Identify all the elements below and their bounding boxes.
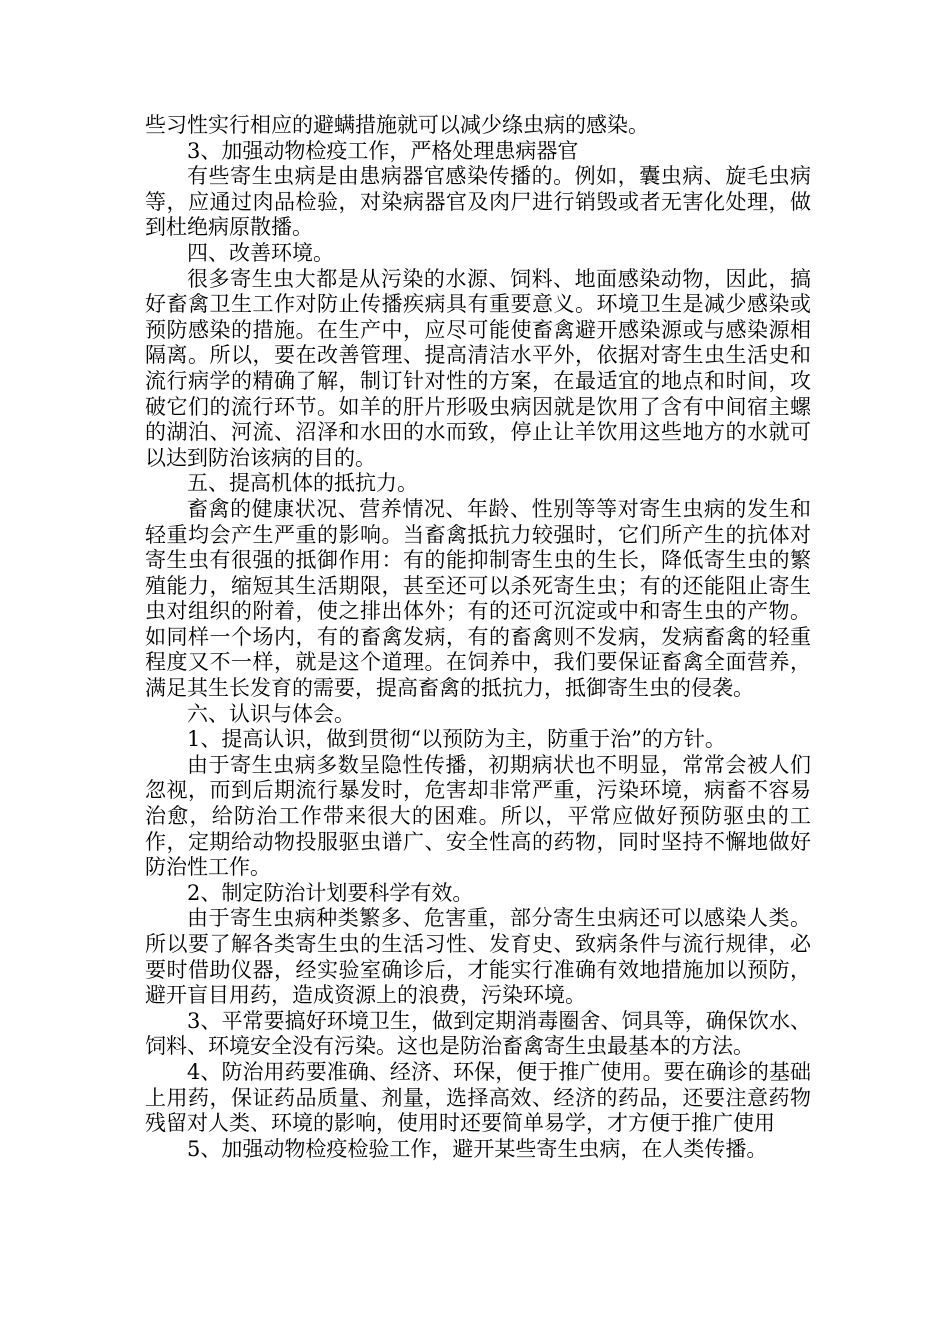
item-2-heading: 2、制定防治计划要科学有效。 [187,880,474,905]
paragraph-resistance: 畜禽的健康状况、营养情况、年龄、性别等等对寄生虫病的发生和轻重均会产生严重的影响。当畜禽抵抗力较强时，它们所产生的抗体对寄生虫有很强的抵御作用：有的能抑制寄生虫的生长，降低寄生虫的繁殖能力，缩短其生活期限，甚至还可以杀死寄生虫；有的还能阻止寄生虫对组织的附着，使之排出体外；有的还可沉淀或中和寄生虫的产物。如同样一个场内，有的畜禽发病，有的畜禽则不发病，发病畜禽的轻重程度又不一样，就是这个道理。在饲养中，我们要保证畜禽全面营养，满足其生长发育的需要，提高畜禽的抵抗力，抵御寄生虫的侵袭。 [145,496,811,701]
heading-4-environment: 四、改善环境。 [187,240,334,265]
item-2-paragraph: 由于寄生虫病种类繁多、危害重，部分寄生虫病还可以感染人类。所以要了解各类寄生虫的生活习性、发育史、致病条件与流行规律，必要时借助仪器，经实验室确诊后，才能实行准确有效地措施加以预防，避开盲目用药，造成资源上的浪费，污染环境。 [145,906,811,1008]
paragraph-environment: 很多寄生虫大都是从污染的水源、饲料、地面感染动物，因此，搞好畜禽卫生工作对防止传播疾病具有重要意义。环境卫生是减少感染或预防感染的措施。在生产中，应尽可能使畜禽避开感染源或与感染源相隔离。所以，要在改善管理、提高清洁水平外，依据对寄生虫生活史和流行病学的精确了解，制订针对性的方案，在最适宜的地点和时间，攻破它们的流行环节。如羊的肝片形吸虫病因就是饮用了含有中间宿主螺的湖泊、河流、沼泽和水田的水而致，停止让羊饮用这些地方的水就可以达到防治该病的目的。 [145,266,811,470]
item-5-paragraph: 5、加强动物检疫检验工作，避开某些寄生虫病，在人类传播。 [187,1136,768,1161]
item-1-paragraph: 由于寄生虫病多数呈隐性传播，初期病状也不明显，常常会被人们忽视，而到后期流行暴发时，危害却非常严重，污染环境，病畜不容易治愈，给防治工作带来很大的困难。所以，平常应做好预防驱虫的工作，定期给动物投服驱虫谱广、安全性高的药物，同时坚持不懈地做好防治性工作。 [145,752,811,880]
document-body [145,113,811,1162]
item-4-paragraph: 4、防治用药要准确、经济、环保，便于推广使用。要在确诊的基础上用药，保证药品质量、剂量，选择高效、经济的药品，还要注意药物残留对人类、环境的影响，使用时还要简单易学，才方便于推广使用 [145,1059,811,1136]
item-1-heading: 1、提高认识，做到贯彻“以预防为主，防重于治”的方针。 [187,727,726,752]
item-3-paragraph: 3、平常要搞好环境卫生，做到定期消毒圈舍、饲具等，确保饮水、饲料、环境安全没有污染。这也是防治畜禽寄生虫最基本的方法。 [145,1008,811,1059]
paragraph-continued: 些习性实行相应的避螨措施就可以减少绦虫病的感染。 [145,113,649,137]
heading-6-understanding: 六、认识与体会。 [187,701,355,726]
heading-5-resistance: 五、提高机体的抵抗力。 [187,471,418,496]
paragraph-quarantine: 有些寄生虫病是由患病器官感染传播的。例如，囊虫病、旋毛虫病等，应通过肉品检验，对染病器官及肉尸进行销毁或者无害化处理，做到杜绝病原散播。 [145,164,811,240]
subheading-3-quarantine: 3、加强动物检疫工作，严格处理患病器官 [187,138,579,163]
